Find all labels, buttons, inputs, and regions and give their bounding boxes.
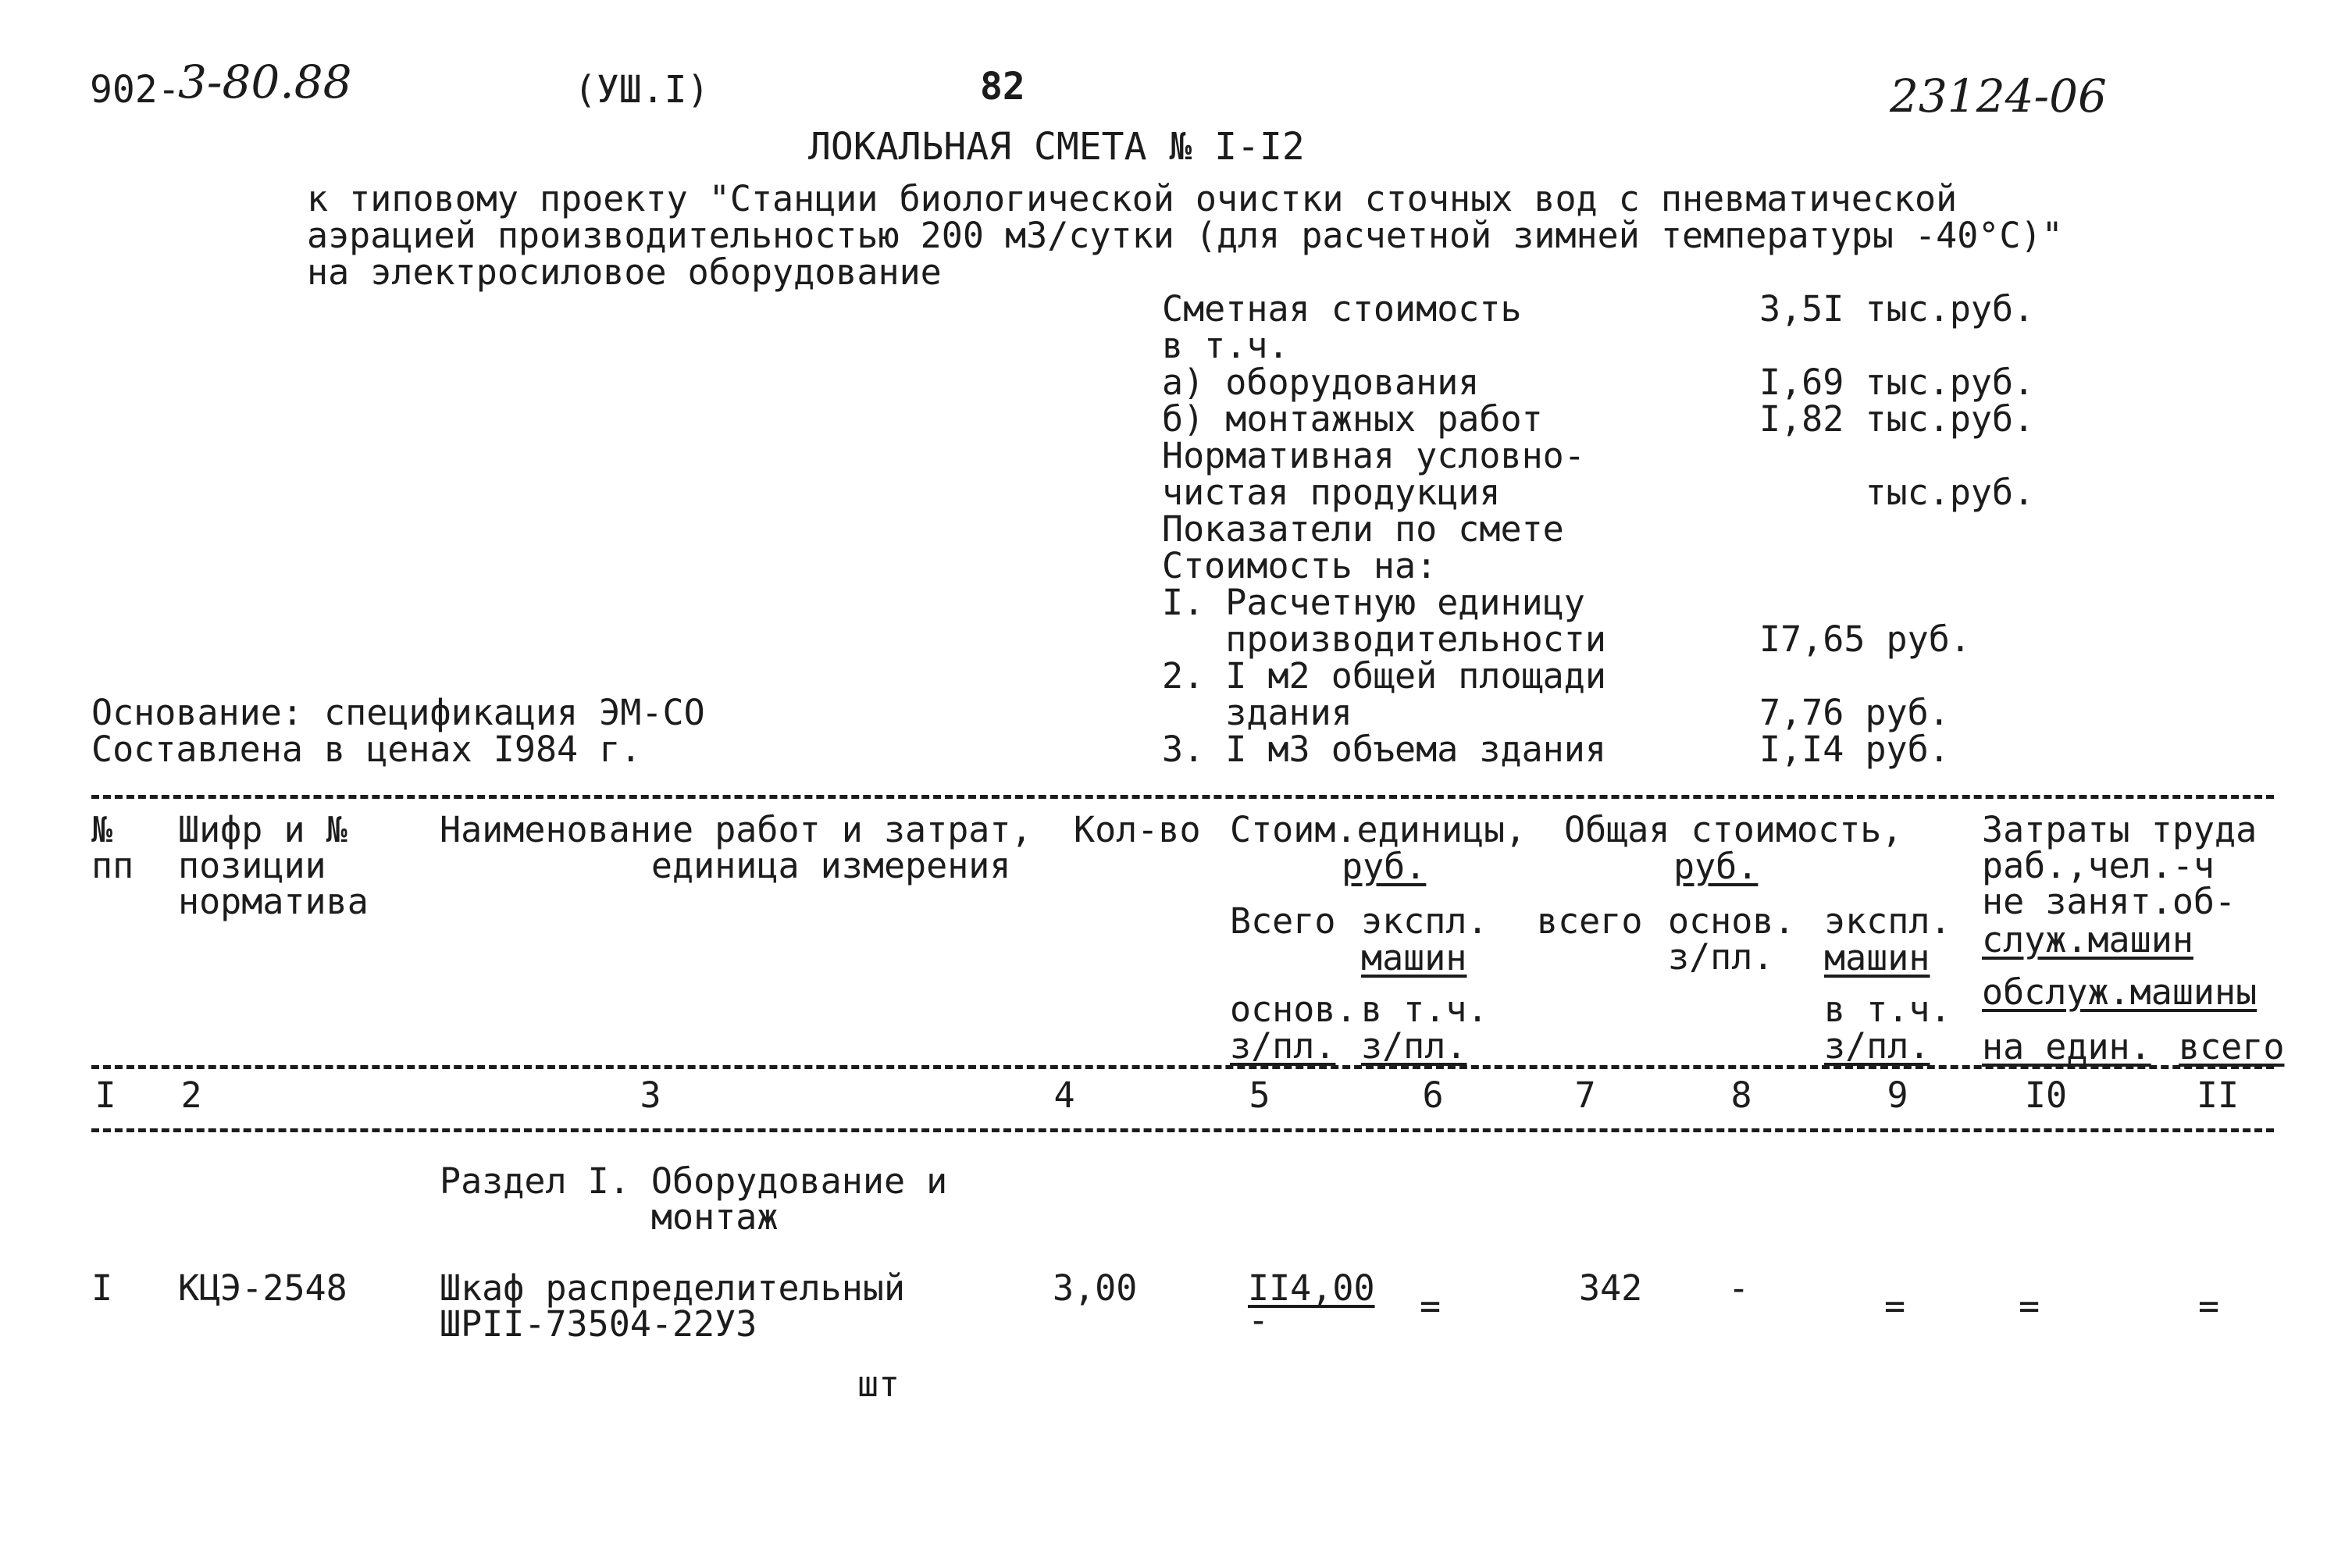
column-number: 4 xyxy=(1053,1074,1075,1116)
document-code-prefix: 902- xyxy=(90,68,180,112)
header-labor-sub1: служ.машин xyxy=(1982,919,2193,960)
row-unit-mach: = xyxy=(1420,1285,1441,1327)
row-labor-total: = xyxy=(2198,1285,2220,1327)
column-number: 6 xyxy=(1422,1074,1444,1116)
summary-label: I. Расчетную единицу xyxy=(1162,582,1585,623)
header-col-number: № пп xyxy=(91,809,134,886)
summary-label: производительности xyxy=(1162,618,1606,660)
header-c8-osn: основ. з/пл. xyxy=(1668,900,1795,978)
row-number: I xyxy=(91,1267,113,1309)
header-labor-sub2: обслуж.машины xyxy=(1982,971,2258,1013)
column-number: I xyxy=(94,1074,116,1116)
header-col-code: Шифр и № позиции норматива xyxy=(178,809,369,922)
subtitle-line-1: к типовому проекту "Станции биологической очистки сточных вод с пневматической xyxy=(307,178,1958,219)
header-col-name: Наименование работ и затрат, единица измерения xyxy=(440,809,1032,886)
header-c6-mach: машин xyxy=(1361,937,1467,978)
row-unit-cost-zpl: - xyxy=(1248,1299,1270,1341)
table-divider xyxy=(91,1065,2274,1069)
header-total-cost: Общая стоимость, xyxy=(1564,809,1903,850)
album-number: (УШ.I) xyxy=(574,68,710,112)
row-total: 342 xyxy=(1579,1267,1643,1309)
row-total-mach: = xyxy=(1884,1285,1906,1327)
header-labor-total: всего xyxy=(2179,1026,2285,1067)
summary-label: Стоимость на: xyxy=(1162,545,1438,586)
column-number: II xyxy=(2196,1074,2240,1116)
header-c6-expl: экспл. xyxy=(1361,900,1488,942)
header-c9-zpl: з/пл. xyxy=(1824,1025,1930,1067)
row-name: Шкаф распределительный ШРII-73504-22У3 xyxy=(440,1267,906,1345)
table-divider xyxy=(91,1128,2274,1132)
basis-line-2: Составлена в ценах I984 г. xyxy=(91,729,642,770)
subtitle-line-3: на электросиловое оборудование xyxy=(307,251,942,293)
summary-value: I,82 тыс.руб. xyxy=(1759,398,2035,440)
header-c5-all: Всего xyxy=(1230,900,1336,942)
summary-value: I7,65 руб. xyxy=(1759,618,1971,660)
summary-value: 7,76 руб. xyxy=(1759,692,1950,733)
header-c5-osn: основ. xyxy=(1230,989,1357,1030)
summary-value: I,I4 руб. xyxy=(1759,729,1950,770)
header-labor-per-unit: на един. xyxy=(1982,1026,2151,1067)
header-labor: Затраты труда раб.,чел.-ч не занят.об- xyxy=(1982,809,2258,922)
header-c7-all: всего xyxy=(1537,900,1643,942)
inventory-number: 23124-06 xyxy=(1890,69,2107,123)
summary-value: 3,5I тыс.руб. xyxy=(1759,288,2035,330)
summary-value: I,69 тыс.руб. xyxy=(1759,362,2035,403)
table-divider xyxy=(91,795,2274,799)
header-c9-vtch: в т.ч. xyxy=(1824,989,1951,1030)
summary-label: чистая продукция xyxy=(1162,472,1501,513)
summary-label: Показатели по смете xyxy=(1162,508,1564,550)
document-code-handwritten: 3-80.88 xyxy=(178,55,352,109)
document-title: ЛОКАЛЬНАЯ СМЕТА № I-I2 xyxy=(808,125,1305,169)
header-c9-expl: экспл. xyxy=(1824,900,1951,942)
summary-label: Нормативная условно- xyxy=(1162,435,1585,476)
subtitle-line-2: аэрацией производительностью 200 м3/сутки (для расчетной зимней температуры -40°С)" xyxy=(307,215,2063,256)
header-c9-mach: машин xyxy=(1824,937,1930,978)
row-unit: шт xyxy=(857,1363,900,1405)
page-number: 82 xyxy=(980,65,1025,109)
summary-label: 3. I м3 объема здания xyxy=(1162,729,1606,770)
row-code: КЦЭ-2548 xyxy=(178,1267,347,1309)
header-total-cost-rub: руб. xyxy=(1673,846,1759,887)
summary-label: б) монтажных работ xyxy=(1162,398,1543,440)
header-unit-cost-rub: руб. xyxy=(1342,846,1427,887)
summary-label: а) оборудования xyxy=(1162,362,1480,403)
header-col-qty: Кол-во xyxy=(1074,809,1201,850)
summary-label: в т.ч. xyxy=(1162,325,1289,366)
basis-line-1: Основание: спецификация ЭМ-СО xyxy=(91,692,705,733)
header-c6-zpl: з/пл. xyxy=(1361,1025,1467,1067)
summary-label: Сметная стоимость xyxy=(1162,288,1522,330)
summary-label: 2. I м2 общей площади xyxy=(1162,655,1606,697)
summary-label: здания xyxy=(1162,692,1352,733)
column-number: 8 xyxy=(1730,1074,1752,1116)
column-number: 2 xyxy=(180,1074,202,1116)
column-number: I0 xyxy=(2024,1074,2068,1116)
column-number: 7 xyxy=(1574,1074,1596,1116)
header-c6-vtch: в т.ч. xyxy=(1361,989,1488,1030)
row-qty: 3,00 xyxy=(1053,1267,1138,1309)
column-number: 9 xyxy=(1887,1074,1908,1116)
header-c5-zpl: з/пл. xyxy=(1230,1025,1336,1067)
summary-value: тыс.руб. xyxy=(1759,472,2035,513)
row-unit-cost: II4,00 xyxy=(1248,1267,1375,1309)
column-number: 3 xyxy=(640,1074,661,1116)
header-unit-cost: Стоим.единицы, xyxy=(1230,809,1527,850)
column-number: 5 xyxy=(1249,1074,1270,1116)
row-total-osn: - xyxy=(1728,1267,1750,1309)
section-title: Раздел I. Оборудование и монтаж xyxy=(440,1160,948,1238)
row-labor-unit: = xyxy=(2019,1285,2040,1327)
